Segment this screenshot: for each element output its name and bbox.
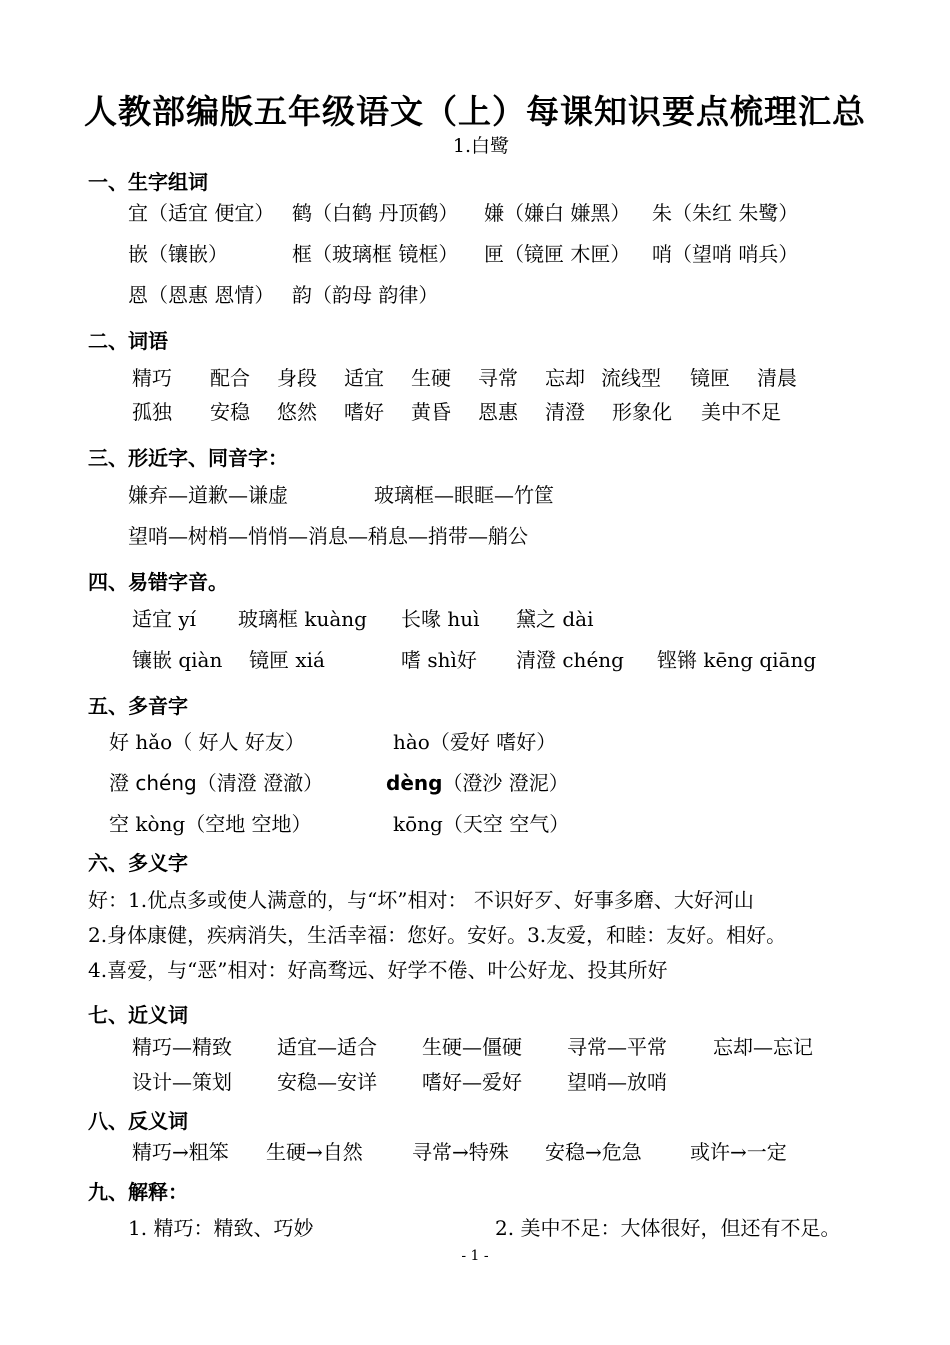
similar-chars-line: 望哨—树梢—悄悄—消息—稍息—捎带—艄公 <box>128 524 528 548</box>
vocab-entry: 框（玻璃框 镜框） <box>292 242 459 266</box>
antonym-pair: 或许→一定 <box>690 1140 787 1164</box>
vocab-entry: 嵌（镶嵌） <box>128 242 228 266</box>
pronunciation-item: 玻璃框 kuàng <box>238 607 367 631</box>
section-heading: 七、近义词 <box>88 1003 188 1027</box>
word-item: 清澄 <box>545 400 585 424</box>
section-heading: 二、词语 <box>88 329 168 353</box>
antonym-pair: 寻常→特殊 <box>412 1140 509 1164</box>
similar-chars-line: 嫌弃—道歉—谦虚 <box>128 483 288 507</box>
page-title: 人教部编版五年级语文（上）每课知识要点梳理汇总 <box>84 92 866 131</box>
antonym-pair: 生硬→自然 <box>266 1140 363 1164</box>
word-item: 恩惠 <box>478 400 518 424</box>
similar-chars-line: 玻璃框—眼眶—竹筐 <box>374 483 554 507</box>
word-item: 黄昏 <box>411 400 451 424</box>
explanation-item: 1. 精巧：精致、巧妙 <box>128 1216 314 1240</box>
word-item: 镜匣 <box>690 366 730 390</box>
synonym-pair: 适宜—适合 <box>277 1035 377 1059</box>
synonym-pair: 精巧—精致 <box>132 1035 232 1059</box>
pronunciation-item: 长喙 huì <box>401 607 480 631</box>
pronunciation-item: 适宜 yí <box>132 607 197 631</box>
polyphone-words: （澄沙 澄泥） <box>442 771 569 795</box>
vocab-entry: 嫌（嫌白 嫌黑） <box>484 201 631 225</box>
vocab-entry: 鹤（白鹤 丹顶鹤） <box>292 201 459 225</box>
pronunciation-item: 镜匣 xiá <box>249 648 325 672</box>
section-heading: 一、生字组词 <box>88 170 208 194</box>
word-item: 形象化 <box>612 400 672 424</box>
section-heading: 四、易错字音。 <box>88 570 228 594</box>
pronunciation-item: 清澄 chéng <box>516 648 624 672</box>
polyphone-item <box>386 770 569 796</box>
polyphone-item: 好 hǎo（ 好人 好友） <box>109 730 305 754</box>
word-item: 嗜好 <box>344 400 384 424</box>
word-item: 身段 <box>277 366 317 390</box>
synonym-pair: 设计—策划 <box>132 1070 232 1094</box>
section-heading: 九、解释： <box>88 1180 188 1204</box>
vocab-entry: 恩（恩惠 恩情） <box>128 283 275 307</box>
word-item: 流线型 <box>601 366 661 390</box>
pronunciation-item: 嗜 shì好 <box>401 648 477 672</box>
polyphone-item: hào（爱好 嗜好） <box>393 730 557 754</box>
synonym-pair: 忘却—忘记 <box>713 1035 813 1059</box>
word-item: 配合 <box>210 366 250 390</box>
word-item: 悠然 <box>277 400 317 424</box>
pronunciation-item: 黛之 dài <box>516 607 594 631</box>
word-item: 美中不足 <box>701 400 781 424</box>
word-item: 孤独 <box>132 400 172 424</box>
meaning-line: 好：1.优点多或使人满意的，与“坏”相对： 不识好歹、好事多磨、大好河山 <box>88 888 754 912</box>
vocab-entry: 朱（朱红 朱鹭） <box>652 201 799 225</box>
meaning-line: 2.身体康健，疾病消失，生活幸福：您好。安好。3.友爱，和睦：友好。相好。 <box>88 923 787 947</box>
word-item: 适宜 <box>344 366 384 390</box>
pinyin-text: dèng <box>386 771 443 795</box>
synonym-pair: 嗜好—爱好 <box>422 1070 522 1094</box>
page-number: - 1 - <box>461 1248 489 1264</box>
section-heading: 三、形近字、同音字： <box>88 446 288 470</box>
lesson-title: 1.白鹭 <box>452 135 510 157</box>
polyphone-item: 空 kòng（空地 空地） <box>109 812 312 836</box>
word-item: 寻常 <box>478 366 518 390</box>
synonym-pair: 寻常—平常 <box>567 1035 667 1059</box>
section-heading: 八、反义词 <box>88 1109 188 1133</box>
synonym-pair: 安稳—安详 <box>277 1070 377 1094</box>
word-item: 生硬 <box>411 366 451 390</box>
pronunciation-item: 镶嵌 qiàn <box>132 648 223 672</box>
word-item: 忘却 <box>545 366 585 390</box>
vocab-entry: 哨（望哨 哨兵） <box>652 242 799 266</box>
pinyin-text: chéng <box>135 771 197 795</box>
section-heading: 五、多音字 <box>88 694 188 718</box>
synonym-pair: 望哨—放哨 <box>567 1070 667 1094</box>
word-item: 安稳 <box>210 400 250 424</box>
polyphone-char: 澄 <box>109 771 136 795</box>
section-heading: 六、多义字 <box>88 851 188 875</box>
meaning-line: 4.喜爱，与“恶”相对：好高骛远、好学不倦、叶公好龙、投其所好 <box>88 958 668 982</box>
word-item: 清晨 <box>757 366 797 390</box>
polyphone-item <box>109 770 323 796</box>
polyphone-item: kōng（天空 空气） <box>393 812 570 836</box>
polyphone-words: （清澄 澄澈） <box>196 771 324 795</box>
explanation-item: 2. 美中不足：大体很好，但还有不足。 <box>495 1216 841 1240</box>
antonym-pair: 精巧→粗笨 <box>132 1140 229 1164</box>
synonym-pair: 生硬—僵硬 <box>422 1035 522 1059</box>
antonym-pair: 安稳→危急 <box>545 1140 642 1164</box>
word-item: 精巧 <box>132 366 172 390</box>
vocab-entry: 匣（镜匣 木匣） <box>484 242 631 266</box>
pronunciation-item: 铿锵 kēng qiāng <box>657 648 817 672</box>
vocab-entry: 韵（韵母 韵律） <box>292 283 439 307</box>
vocab-entry: 宜（适宜 便宜） <box>128 201 275 225</box>
